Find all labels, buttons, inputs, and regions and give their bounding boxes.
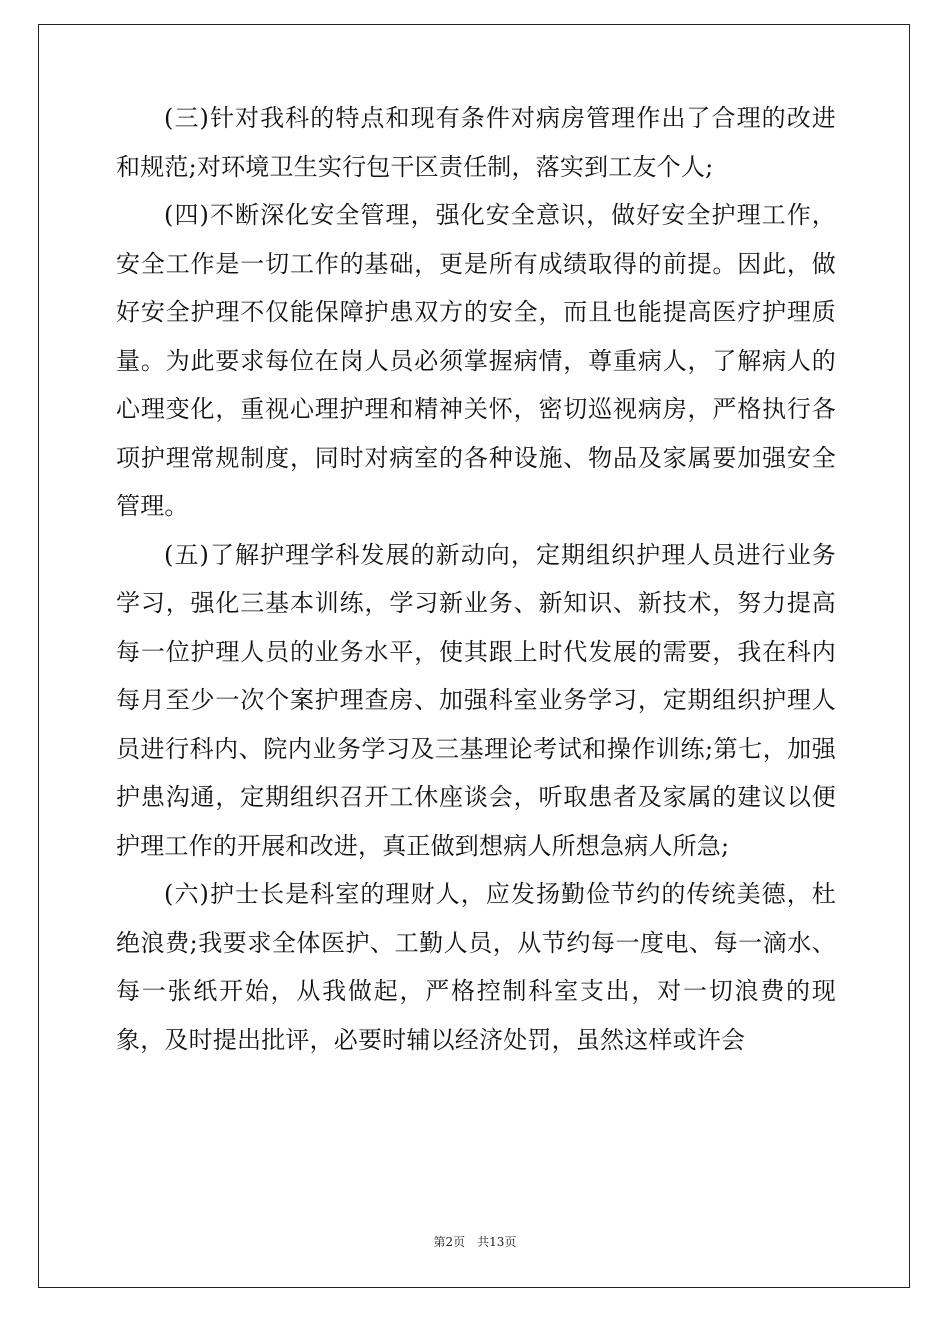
document-body xyxy=(116,94,836,1064)
paragraph-4: (四)不断深化安全管理，强化安全意识，做好安全护理工作，安全工作是一切工作的基础，更是所有成绩取得的前提。因此，做好安全护理不仅能保障护患双方的安全，而且也能提高医疗护理质量。为此要求每位在岗人员必须掌握病情，尊重病人，了解病人的心理变化，重视心理护理和精神关怀，密切巡视病房，严格执行各项护理常规制度，同时对病室的各种设施、物品及家属要加强安全管理。 xyxy=(116,201,836,520)
paragraph-6: (六)护士长是科室的理财人，应发扬勤俭节约的传统美德，杜绝浪费;我要求全体医护、工勤人员，从节约每一度电、每一滴水、每一张纸开始，从我做起，严格控制科室支出，对一切浪费的现象，及时提出批评，必要时辅以经济处罚，虽然这样或许会 xyxy=(116,880,836,1054)
paragraph-5: (五)了解护理学科发展的新动向，定期组织护理人员进行业务学习，强化三基本训练，学习新业务、新知识、新技术，努力提高每一位护理人员的业务水平，使其跟上时代发展的需要，我在科内每月至少一次个案护理查房、加强科室业务学习，定期组织护理人员进行科内、院内业务学习及三基理论考试和操作训练;第七，加强护患沟通，定期组织召开工休座谈会，听取患者及家属的建议以便护理工作的开展和改进，真正做到想病人所想急病人所急; xyxy=(116,540,836,860)
page-total: 共13页 xyxy=(477,1235,517,1249)
page-number: 第2页 xyxy=(433,1235,466,1249)
paragraph-3: (三)针对我科的特点和现有条件对病房管理作出了合理的改进和规范;对环境卫生实行包干区责任制，落实到工友个人; xyxy=(116,104,836,181)
page-footer xyxy=(0,1233,950,1250)
